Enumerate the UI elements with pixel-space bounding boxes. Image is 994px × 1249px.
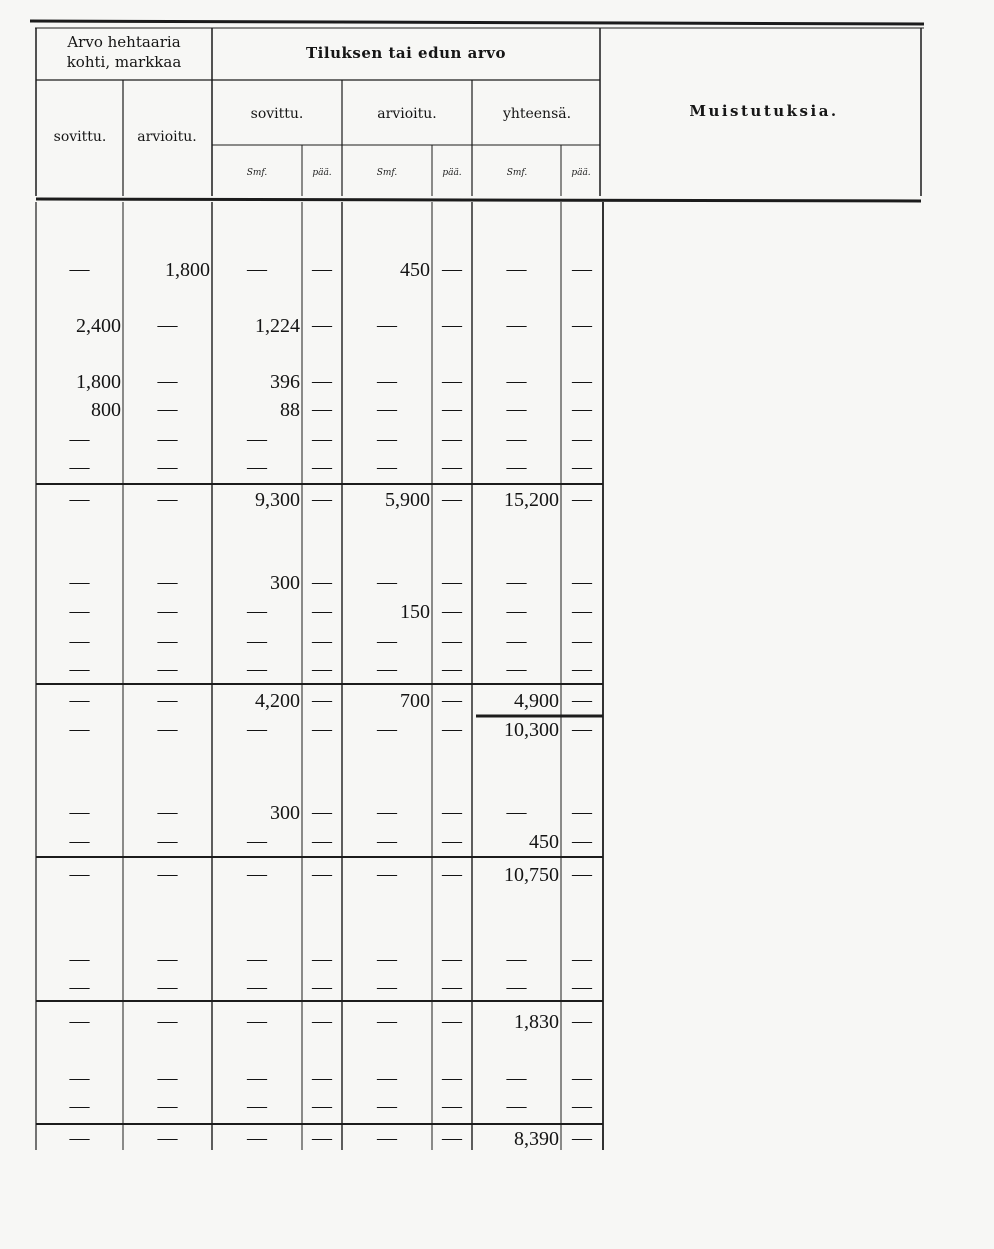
cell-sovittu-mk: — [247,1127,267,1149]
cell-sovittu-p: — [312,258,332,280]
cell-sovittu-mk: — [247,863,267,885]
cell-arvioitu-p: — [442,1010,462,1032]
cell-sovittu-per-ha: 1,800 [76,371,121,393]
cell-arvioitu-per-ha: — [157,1010,178,1032]
cell-sovittu-p: — [312,718,332,740]
cell-arvioitu-mk: — [377,830,397,852]
cell-yhteensa-mk: — [506,1095,527,1117]
cell-arvioitu-p: — [442,370,462,392]
cell-yhteensa-mk: — [506,658,527,680]
cell-arvioitu-p: — [442,258,462,280]
cell-yhteensa-p: — [572,456,592,478]
table-row [69,658,594,680]
cell-yhteensa-mk: — [506,370,527,392]
cell-arvioitu-mk: — [377,948,397,970]
cell-yhteensa-mk: 15,200 [504,489,559,511]
table-row [69,863,594,886]
cell-yhteensa-mk: — [506,398,527,420]
cell-sovittu-p: — [312,314,332,336]
cell-arvioitu-p: — [442,801,462,823]
cell-sovittu-p: — [312,630,332,652]
cell-sovittu-per-ha: — [69,976,90,998]
cell-sovittu-per-ha: — [69,488,90,510]
table-row [69,1067,594,1089]
header-value-per-hectare-line1: Arvo hehtaaria [67,33,181,51]
cell-arvioitu-p: — [442,863,462,885]
cell-arvioitu-per-ha: — [157,600,178,622]
table-row [69,689,594,712]
cell-arvioitu-per-ha: — [157,1067,178,1089]
unit-penni-3: pää. [571,168,591,178]
cell-arvioitu-mk: — [377,456,397,478]
cell-arvioitu-p: — [442,1067,462,1089]
cell-sovittu-mk: — [247,658,267,680]
cell-arvioitu-mk: 150 [400,601,430,623]
cell-arvioitu-p: — [442,948,462,970]
cell-sovittu-per-ha: 800 [91,399,121,421]
table-row [69,428,594,450]
cell-yhteensa-p: — [572,370,592,392]
cell-arvioitu-per-ha: — [157,630,178,652]
cell-yhteensa-mk: — [506,801,527,823]
cell-sovittu-mk: — [247,1095,267,1117]
cell-sovittu-per-ha: — [69,258,90,280]
cell-arvioitu-mk: — [377,1127,397,1149]
cell-yhteensa-mk: — [506,630,527,652]
cell-yhteensa-p: — [572,830,592,852]
cell-sovittu-mk: 300 [270,802,300,824]
header-property-value: Tiluksen tai edun arvo [306,44,506,62]
cell-sovittu-p: — [312,830,332,852]
cell-arvioitu-p: — [442,456,462,478]
table-row [76,370,593,393]
cell-arvioitu-mk: 450 [400,259,430,281]
table-row [69,600,594,623]
header-left-arvioitu: arvioitu. [137,129,197,145]
cell-sovittu-per-ha: — [69,801,90,823]
cell-arvioitu-per-ha: — [157,801,178,823]
unit-markkaa-3: Smf. [506,168,528,178]
cell-sovittu-mk: 4,200 [255,690,300,712]
cell-sovittu-per-ha: — [69,1095,90,1117]
cell-yhteensa-mk: — [506,428,527,450]
cell-sovittu-per-ha: 2,400 [76,315,121,337]
cell-arvioitu-mk: 700 [400,690,430,712]
cell-sovittu-p: — [312,398,332,420]
cell-sovittu-p: — [312,1095,332,1117]
header-mid-yhteensa: yhteensä. [502,106,572,122]
cell-yhteensa-mk: 4,900 [514,690,559,712]
cell-sovittu-mk: 396 [270,371,300,393]
cell-arvioitu-per-ha: — [157,398,178,420]
cell-sovittu-mk: 9,300 [255,489,300,511]
cell-sovittu-p: — [312,428,332,450]
cell-yhteensa-mk: — [506,571,527,593]
cell-arvioitu-p: — [442,1127,462,1149]
cell-sovittu-mk: — [247,830,267,852]
cell-yhteensa-p: — [572,428,592,450]
cell-arvioitu-mk: — [377,428,397,450]
cell-sovittu-per-ha: — [69,600,90,622]
cell-yhteensa-p: — [572,863,592,885]
cell-sovittu-p: — [312,689,332,711]
cell-sovittu-p: — [312,571,332,593]
table-row [69,948,594,970]
cell-arvioitu-per-ha: — [157,689,178,711]
cell-yhteensa-mk: — [506,1067,527,1089]
cell-arvioitu-per-ha: — [157,830,178,852]
cell-sovittu-p: — [312,600,332,622]
cell-yhteensa-mk: — [506,258,527,280]
cell-sovittu-per-ha: — [69,948,90,970]
cell-yhteensa-p: — [572,1010,592,1032]
cell-sovittu-p: — [312,1067,332,1089]
cell-arvioitu-per-ha: 1,800 [165,259,210,281]
cell-arvioitu-mk: 5,900 [385,489,430,511]
cell-sovittu-mk: — [247,948,267,970]
cell-arvioitu-p: — [442,718,462,740]
cell-yhteensa-mk: — [506,948,527,970]
cell-arvioitu-p: — [442,1095,462,1117]
cell-yhteensa-mk: — [506,314,527,336]
table-body [69,258,594,1150]
cell-arvioitu-mk: — [377,658,397,680]
cell-sovittu-mk: — [247,600,267,622]
cell-arvioitu-mk: — [377,630,397,652]
unit-markkaa-2: Smf. [376,168,398,178]
cell-yhteensa-p: — [572,1127,592,1149]
cell-arvioitu-mk: — [377,398,397,420]
table-row [69,456,594,478]
cell-yhteensa-p: — [572,630,592,652]
cell-sovittu-per-ha: — [69,456,90,478]
cell-sovittu-mk: — [247,258,267,280]
header-remarks: Muistutuksia. [689,102,839,120]
cell-sovittu-p: — [312,976,332,998]
table-row [69,571,594,594]
unit-penni-2: pää. [442,168,462,178]
cell-sovittu-per-ha: — [69,1127,90,1149]
cell-arvioitu-p: — [442,600,462,622]
cell-yhteensa-p: — [572,689,592,711]
cell-arvioitu-p: — [442,571,462,593]
cell-arvioitu-p: — [442,976,462,998]
header-value-per-hectare-line2: kohti, markkaa [66,53,182,71]
cell-arvioitu-per-ha: — [157,456,178,478]
cell-sovittu-mk: — [247,718,267,740]
cell-sovittu-mk: — [247,456,267,478]
cell-sovittu-p: — [312,456,332,478]
cell-sovittu-per-ha: — [69,630,90,652]
cell-arvioitu-per-ha: — [157,1127,178,1149]
unit-penni-1: pää. [312,168,332,178]
cell-yhteensa-p: — [572,571,592,593]
cell-sovittu-per-ha: — [69,863,90,885]
cell-yhteensa-mk: — [506,600,527,622]
cell-arvioitu-p: — [442,314,462,336]
cell-sovittu-mk: 300 [270,572,300,594]
cell-arvioitu-per-ha: — [157,718,178,740]
cell-yhteensa-p: — [572,258,592,280]
cell-sovittu-p: — [312,1010,332,1032]
cell-yhteensa-p: — [572,398,592,420]
cell-yhteensa-p: — [572,488,592,510]
cell-sovittu-per-ha: — [69,689,90,711]
cell-arvioitu-per-ha: — [157,658,178,680]
cell-yhteensa-p: — [572,718,592,740]
cell-yhteensa-p: — [572,1095,592,1117]
cell-sovittu-per-ha: — [69,1010,90,1032]
cell-sovittu-mk: — [247,428,267,450]
cell-yhteensa-p: — [572,801,592,823]
cell-arvioitu-p: — [442,398,462,420]
cell-sovittu-per-ha: — [69,571,90,593]
cell-arvioitu-per-ha: — [157,370,178,392]
cell-arvioitu-per-ha: — [157,863,178,885]
cell-arvioitu-p: — [442,830,462,852]
cell-sovittu-p: — [312,658,332,680]
cell-arvioitu-mk: — [377,571,397,593]
cell-arvioitu-mk: — [377,1010,397,1032]
cell-sovittu-mk: 1,224 [255,315,300,337]
cell-sovittu-mk: — [247,1010,267,1032]
cell-yhteensa-p: — [572,658,592,680]
cell-arvioitu-mk: — [377,801,397,823]
cell-arvioitu-mk: — [377,863,397,885]
cell-yhteensa-p: — [572,314,592,336]
table-row [69,976,594,998]
table-row [69,801,594,824]
cell-sovittu-p: — [312,801,332,823]
table-row [69,258,594,281]
cell-yhteensa-p: — [572,976,592,998]
table-row [69,1010,594,1033]
cell-arvioitu-per-ha: — [157,976,178,998]
cell-arvioitu-mk: — [377,976,397,998]
cell-sovittu-per-ha: — [69,1067,90,1089]
cell-arvioitu-p: — [442,488,462,510]
cell-arvioitu-per-ha: — [157,948,178,970]
cell-sovittu-per-ha: — [69,658,90,680]
table-row [69,488,594,511]
cell-arvioitu-per-ha: — [157,488,178,510]
cell-yhteensa-mk: — [506,976,527,998]
header-mid-sovittu: sovittu. [250,106,304,122]
table-row [69,1127,594,1150]
cell-sovittu-p: — [312,1127,332,1149]
cell-yhteensa-p: — [572,948,592,970]
cell-arvioitu-p: — [442,428,462,450]
header-mid-arvioitu: arvioitu. [377,106,437,122]
cell-arvioitu-p: — [442,658,462,680]
cell-arvioitu-p: — [442,630,462,652]
cell-arvioitu-mk: — [377,718,397,740]
cell-sovittu-mk: — [247,630,267,652]
cell-yhteensa-mk: 8,390 [514,1128,559,1150]
cell-arvioitu-per-ha: — [157,1095,178,1117]
cell-arvioitu-per-ha: — [157,314,178,336]
table-row [69,1095,594,1117]
cell-yhteensa-mk: 10,750 [504,864,559,886]
table-row [69,630,594,652]
cell-yhteensa-mk: 10,300 [504,719,559,741]
cell-sovittu-p: — [312,948,332,970]
cell-arvioitu-per-ha: — [157,571,178,593]
cell-arvioitu-per-ha: — [157,428,178,450]
table-row [69,718,594,741]
cell-sovittu-per-ha: — [69,830,90,852]
unit-markkaa-1: Smf. [246,168,268,178]
cell-yhteensa-p: — [572,1067,592,1089]
cell-sovittu-p: — [312,488,332,510]
cell-sovittu-per-ha: — [69,718,90,740]
cell-sovittu-p: — [312,863,332,885]
cell-arvioitu-mk: — [377,314,397,336]
cell-sovittu-mk: 88 [280,399,300,421]
header-left-sovittu: sovittu. [53,129,107,145]
cell-sovittu-mk: — [247,976,267,998]
cell-yhteensa-mk: 1,830 [514,1011,559,1033]
cell-yhteensa-mk: 450 [529,831,559,853]
cell-arvioitu-mk: — [377,370,397,392]
cell-arvioitu-p: — [442,689,462,711]
cell-yhteensa-p: — [572,600,592,622]
cell-yhteensa-mk: — [506,456,527,478]
cell-arvioitu-mk: — [377,1067,397,1089]
table-row [69,830,594,853]
table-row [76,314,593,337]
cell-arvioitu-mk: — [377,1095,397,1117]
cell-sovittu-mk: — [247,1067,267,1089]
cell-sovittu-per-ha: — [69,428,90,450]
cell-sovittu-p: — [312,370,332,392]
